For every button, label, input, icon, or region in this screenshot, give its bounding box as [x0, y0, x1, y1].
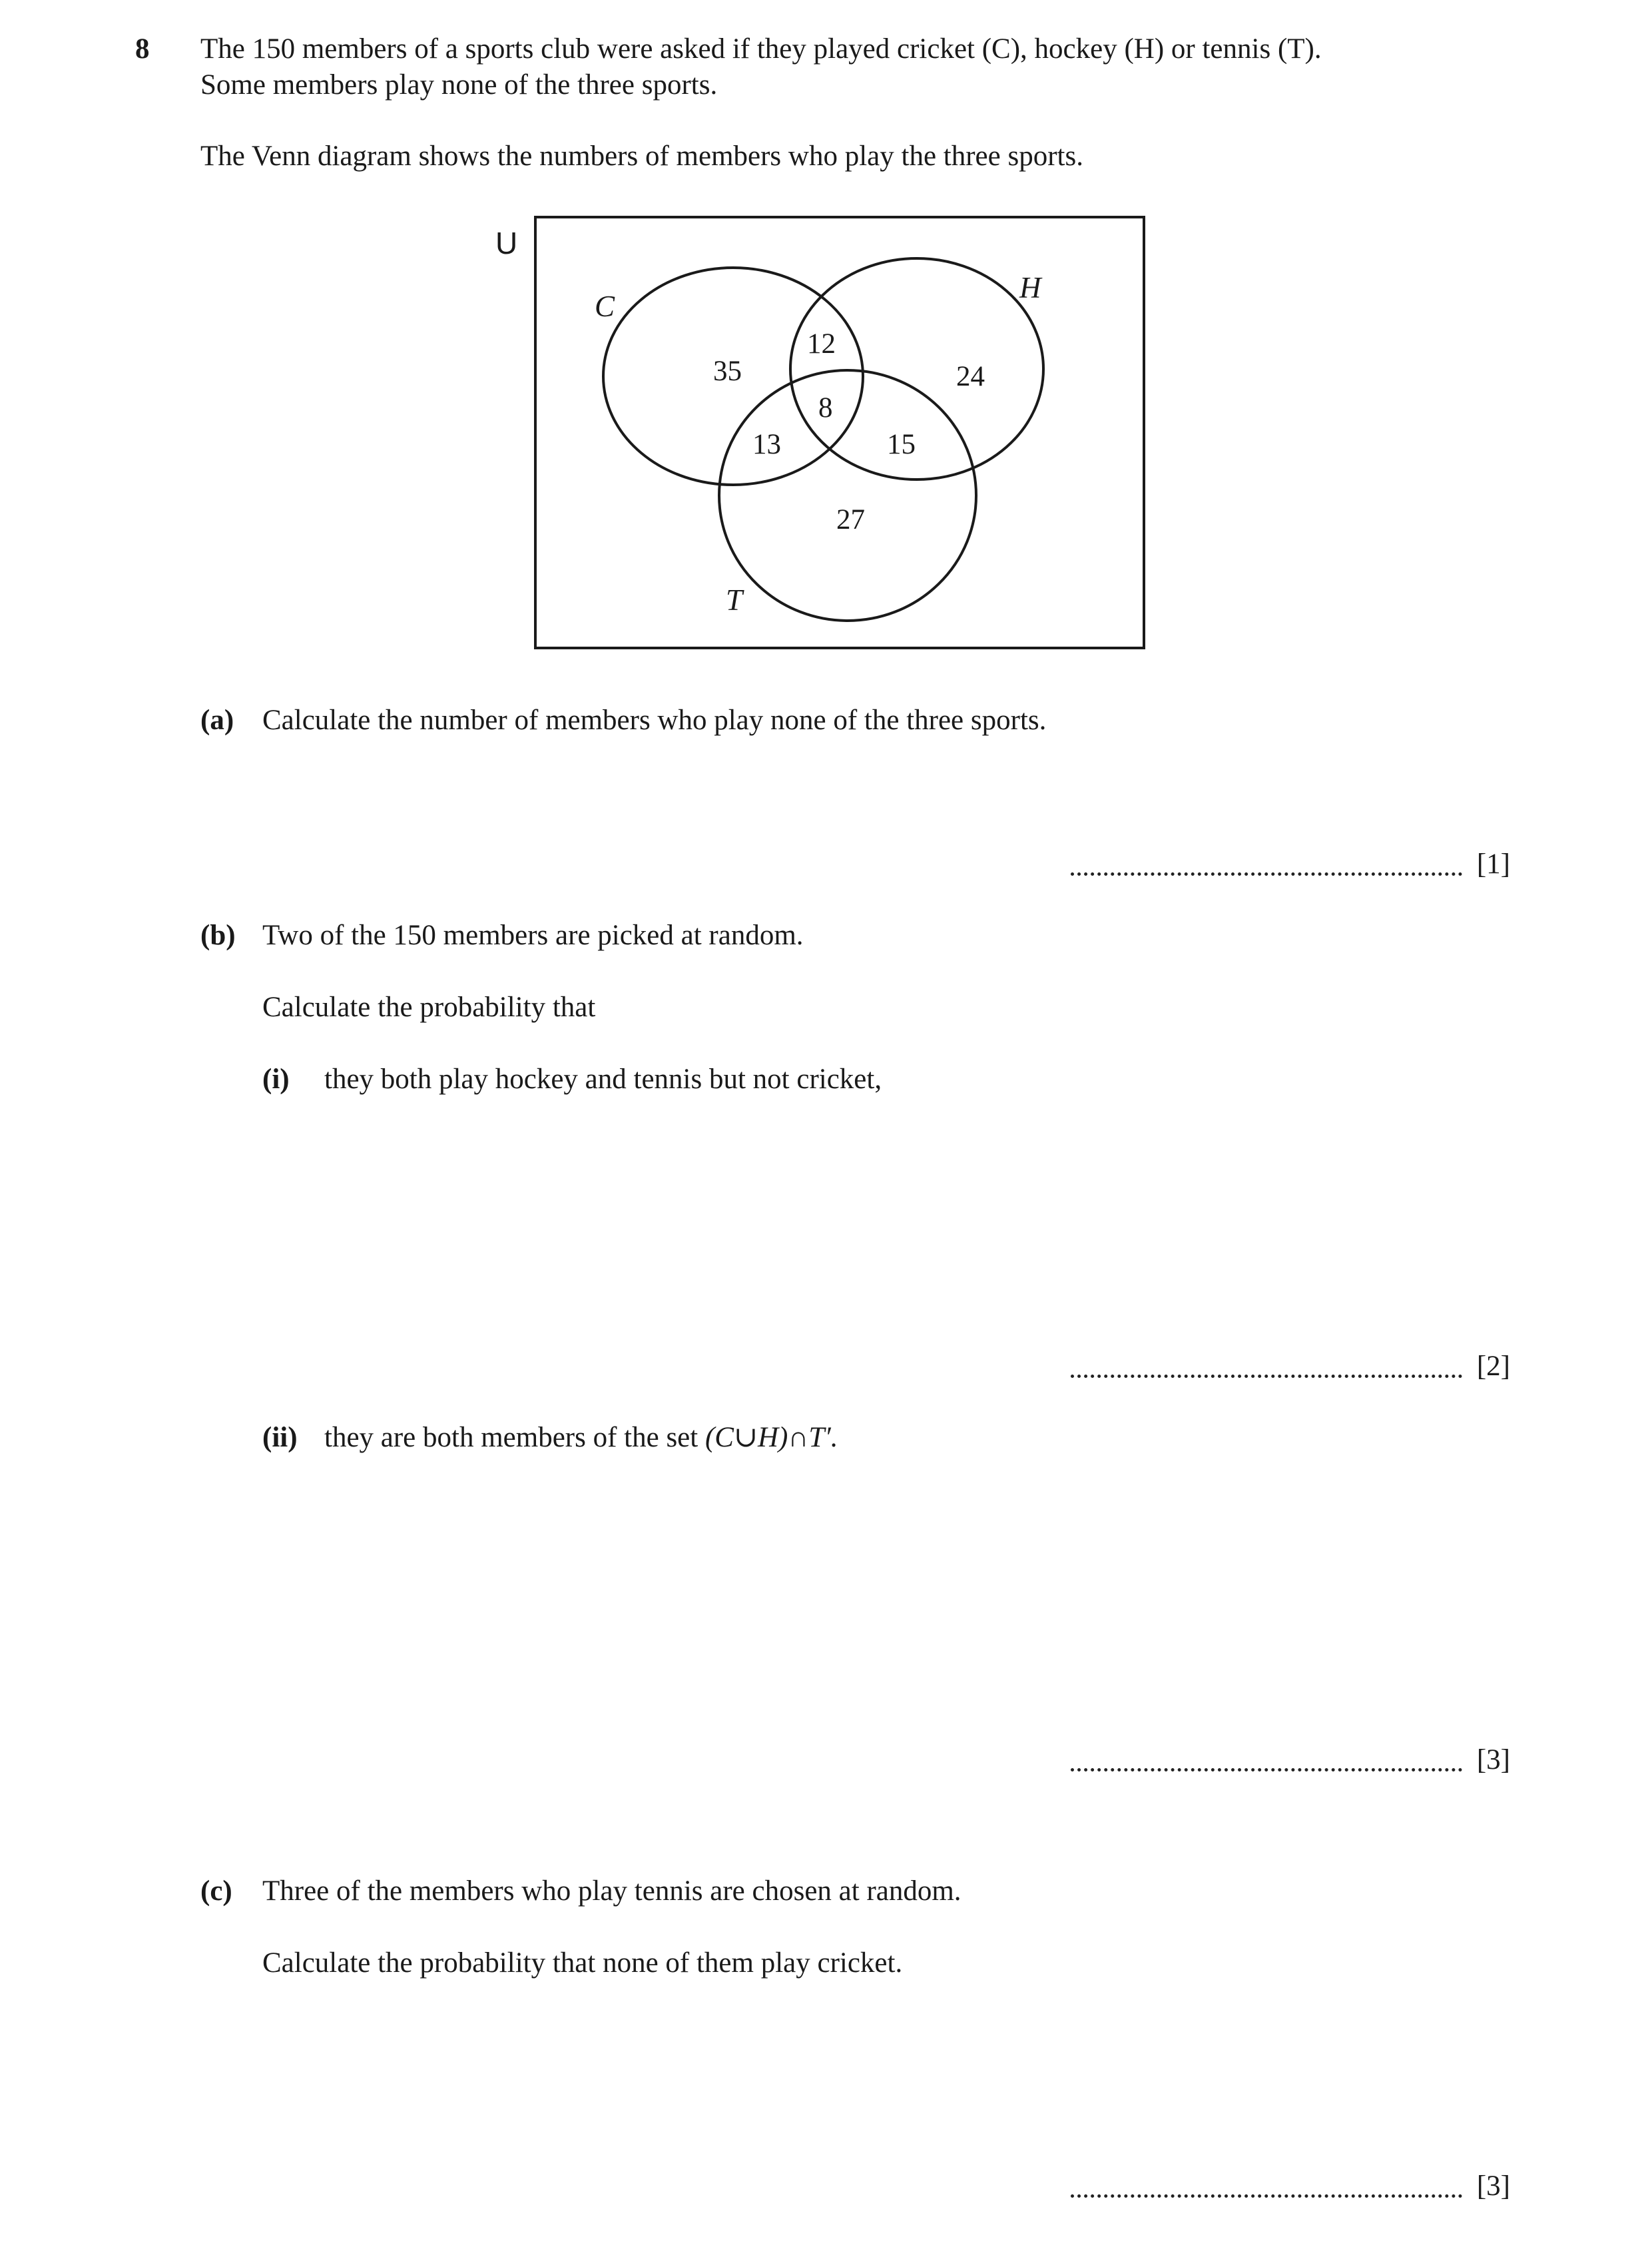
question-intro-line1: The 150 members of a sports club were asked if they played cricket (C), hockey (H) or tennis (T). [200, 33, 1322, 65]
set-c-label: C [595, 290, 615, 323]
region-c-h-t: 8 [818, 392, 833, 424]
set-h-circle [790, 258, 1043, 480]
part-b-i-answer-line[interactable] [1071, 1349, 1510, 1385]
part-a-text: Calculate the number of members who play none of the three sports. [262, 705, 1047, 736]
region-h-and-t-only: 15 [887, 429, 916, 460]
set-expression: (C∪H)∩T′. [704, 1422, 838, 1453]
question-number: 8 [135, 33, 150, 65]
answer-dotted-line [1071, 872, 1462, 876]
region-h-only: 24 [956, 361, 985, 392]
part-b-i-label: (i) [262, 1064, 290, 1095]
part-b-ii-mark: [3] [1476, 1744, 1510, 1775]
part-a-answer-line[interactable] [1071, 846, 1510, 882]
part-b-text: Two of the 150 members are picked at random. [262, 920, 804, 951]
part-c-label: (c) [200, 1875, 232, 1907]
set-t-circle [719, 370, 976, 621]
answer-dotted-line [1071, 1375, 1462, 1378]
universal-set-label: U [495, 226, 518, 260]
part-c-text: Three of the members who play tennis are chosen at random. [262, 1875, 962, 1907]
part-b-ii-text-prefix: they are both members of the set [324, 1422, 705, 1453]
answer-dotted-line [1071, 2194, 1462, 2198]
question-intro-line2: Some members play none of the three sports. [200, 69, 718, 101]
answer-dotted-line [1071, 1768, 1462, 1771]
part-c-prompt: Calculate the probability that none of them play cricket. [262, 1947, 903, 1979]
part-b-i-mark: [2] [1476, 1351, 1510, 1382]
part-c-answer-line[interactable] [1071, 2168, 1510, 2204]
venn-intro: The Venn diagram shows the numbers of members who play the three sports. [200, 141, 1083, 172]
venn-diagram [0, 0, 1652, 666]
region-c-and-t-only: 13 [752, 429, 781, 460]
part-b-ii-answer-line[interactable] [1071, 1742, 1510, 1778]
region-t-only: 27 [836, 504, 865, 535]
part-b-ii-label: (ii) [262, 1422, 298, 1453]
part-c-mark: [3] [1476, 2170, 1510, 2202]
part-a-label: (a) [200, 705, 234, 736]
part-b-ii-text [324, 1420, 838, 1456]
set-t-label: T [726, 583, 743, 617]
set-h-label: H [1019, 271, 1041, 304]
part-b-prompt: Calculate the probability that [262, 992, 596, 1023]
part-b-i-text: they both play hockey and tennis but not cricket, [324, 1064, 882, 1095]
part-a-mark: [1] [1476, 848, 1510, 880]
region-c-only: 35 [713, 356, 742, 387]
part-b-label: (b) [200, 920, 236, 951]
region-c-and-h-only: 12 [807, 328, 836, 360]
